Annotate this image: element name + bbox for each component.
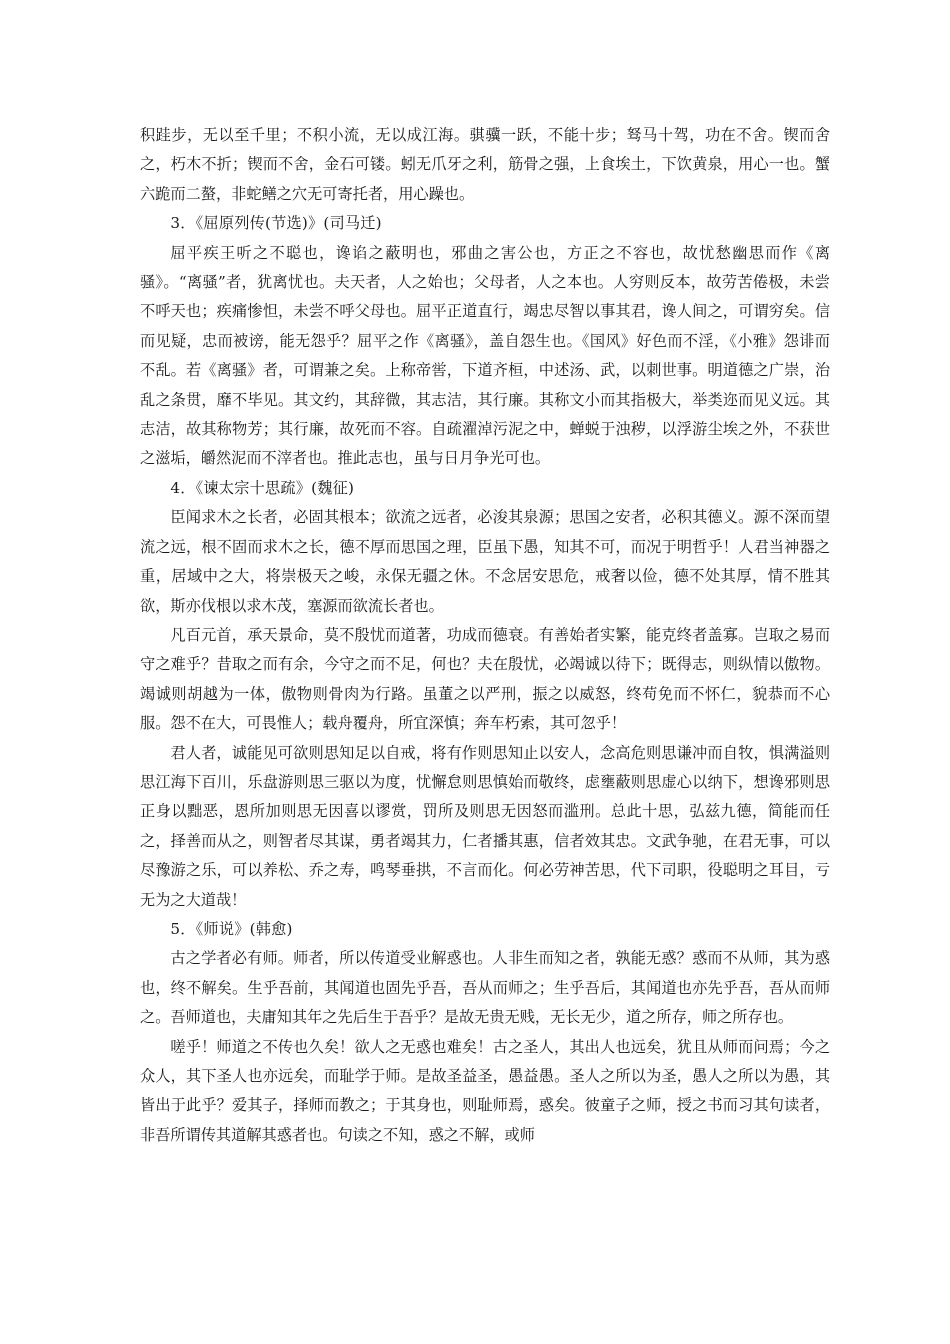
shi-shuo-paragraph-1: 古之学者必有师。师者，所以传道受业解惑也。人非生而知之者，孰能无惑？惑而不从师，其为惑也，终不解矣。生乎吾前，其闻道也固先乎吾，吾从而师之；生乎吾后，其闻道也亦先乎吾，吾从而师之。吾师道也，夫庸知其年之先后生于吾乎？是故无贵无贱，无长无少，道之所存，师之所存也。: [140, 949, 830, 1027]
quan-xue-continuation-paragraph: 积跬步，无以至千里；不积小流，无以成江海。骐骥一跃，不能十步；驽马十驾，功在不舍。锲而舍之，朽木不折；锲而不舍，金石可镂。蚓无爪牙之利，筋骨之强，上食埃土，下饮黄泉，用心一也。蟹六跪而二螯，非蛇鳝之穴无可寄托者，用心躁也。: [140, 126, 830, 203]
section-heading-jian-tai-zong: 4．《谏太宗十思疏》(魏征): [170, 478, 355, 497]
jian-tai-zong-paragraph-1: 臣闻求木之长者，必固其根本；欲流之远者，必浚其泉源；思国之安者，必积其德义。源不深而望流之远，根不固而求木之长，德不厚而思国之理，臣虽下愚，知其不可，而况于明哲乎！人君当神器之重，居域中之大，将崇极天之峻，永保无疆之休。不念居安思危，戒奢以俭，德不处其厚，情不胜其欲，斯亦伐根以求木茂，塞源而欲流长者也。: [140, 508, 830, 615]
section-heading-qu-yuan: 3．《屈原列传(节选)》(司马迁): [170, 214, 382, 233]
section-heading-shi-shuo: 5．《师说》(韩愈): [170, 919, 293, 938]
jian-tai-zong-paragraph-2: 凡百元首，承天景命，莫不殷忧而道著，功成而德衰。有善始者实繁，能克终者盖寡。岂取之易而守之难乎？昔取之而有余，今守之而不足，何也？夫在殷忧，必竭诚以待下；既得志，则纵情以傲物。竭诚则胡越为一体，傲物则骨肉为行路。虽董之以严刑，振之以威怒，终苟免而不怀仁，貌恭而不心服。怨不在大，可畏惟人；载舟覆舟，所宜深慎；奔车朽索，其可忽乎！: [140, 625, 830, 733]
qu-yuan-paragraph: 屈平疾王听之不聪也，谗谄之蔽明也，邪曲之害公也，方正之不容也，故忧愁幽思而作《离骚》。“离骚”者，犹离忧也。夫天者，人之始也；父母者，人之本也。人穷则反本，故劳苦倦极，未尝不呼天也；疾痛惨怛，未尝不呼父母也。屈平正道直行，竭忠尽智以事其君，谗人间之，可谓穷矣。信而见疑，忠而被谤，能无怨乎？屈平之作《离骚》，盖自怨生也。《国风》好色而不淫，《小雅》怨诽而不乱。若《离骚》者，可谓兼之矣。上称帝喾，下道齐桓，中述汤、武，以刺世事。明道德之广崇，治乱之条贯，靡不毕见。其文约，其辞微，其志洁，其行廉。其称文小而其指极大，举类迩而见义远。其志洁，故其称物芳；其行廉，故死而不容。自疏濯淖污泥之中，蝉蜕于浊秽，以浮游尘埃之外，不获世之滋垢，皭然泥而不滓者也。推此志也，虽与日月争光可也。: [140, 243, 830, 468]
jian-tai-zong-paragraph-3: 君人者，诚能见可欲则思知足以自戒，将有作则思知止以安人，念高危则思谦冲而自牧，惧满溢则思江海下百川，乐盘游则思三驱以为度，忧懈怠则思慎始而敬终，虑壅蔽则思虚心以纳下，想谗邪则思正身以黜恶，恩所加则思无因喜以谬赏，罚所及则思无因怒而滥刑。总此十思，弘兹九德，简能而任之，择善而从之，则智者尽其谋，勇者竭其力，仁者播其惠，信者效其忠。文武争驰，在君无事，可以尽豫游之乐，可以养松、乔之寿，鸣琴垂拱，不言而化。何必劳神苦思，代下司职，役聪明之耳目，亏无为之大道哉！: [140, 743, 830, 909]
document-page: [140, 121, 830, 1150]
shi-shuo-paragraph-2: 嗟乎！师道之不传也久矣！欲人之无惑也难矣！古之圣人，其出人也远矣，犹且从师而问焉；今之众人，其下圣人也亦远矣，而耻学于师。是故圣益圣，愚益愚。圣人之所以为圣，愚人之所以为愚，其皆出于此乎？爱其子，择师而教之；于其身也，则耻师焉，惑矣。彼童子之师，授之书而习其句读者，非吾所谓传其道解其惑者也。句读之不知，惑之不解，或师: [140, 1037, 830, 1144]
